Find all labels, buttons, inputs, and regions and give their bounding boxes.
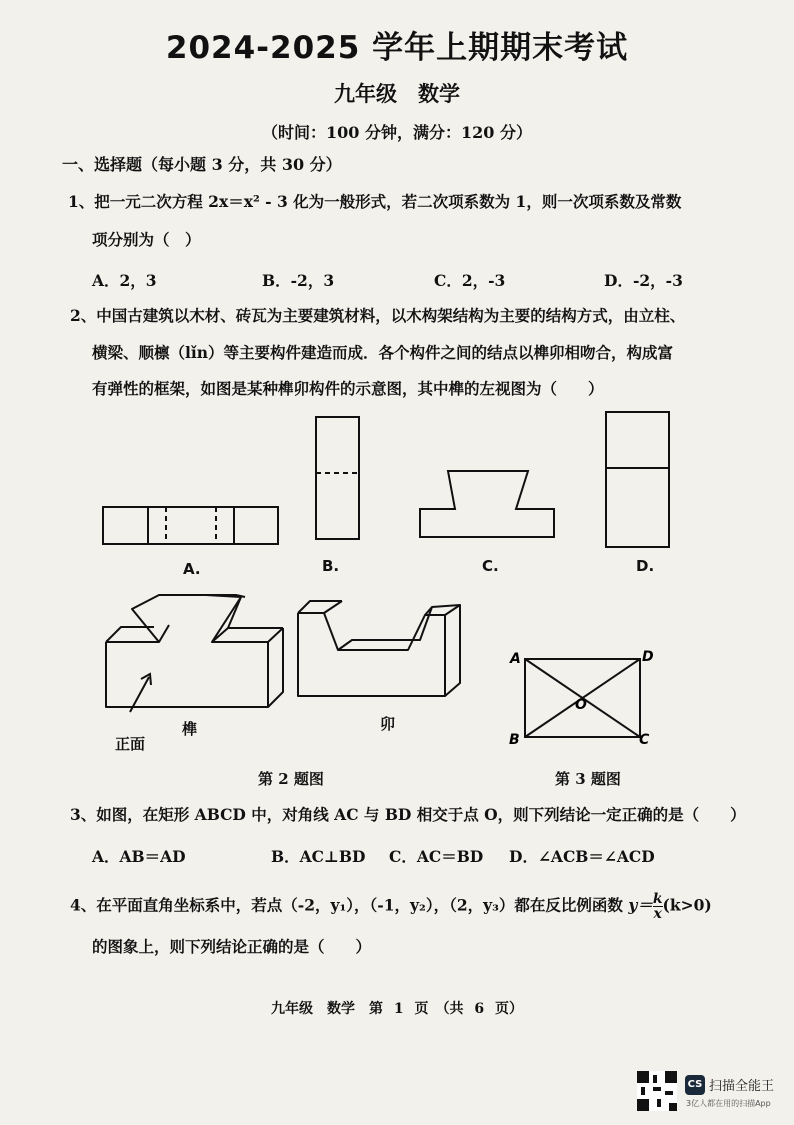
- q1-line1: 1、把一元二次方程 2x＝x² - 3 化为一般形式，若二次项系数为 1，则一次项系数及常数: [68, 192, 682, 211]
- q3-option-c: C．AC＝BD: [389, 847, 484, 866]
- q4-line2: 的图象上，则下列结论正确的是（ ）: [92, 937, 372, 956]
- point-c: C: [639, 732, 650, 748]
- q4-func-num: k: [652, 891, 663, 907]
- point-a: A: [510, 651, 521, 667]
- q4-fraction: [653, 892, 663, 921]
- q4-func-cond: (k>0): [662, 895, 712, 915]
- tenon-3d: [106, 595, 283, 707]
- exam-time-info: （时间：100 分钟，满分：120 分）: [262, 123, 532, 142]
- scanner-slogan: 3亿人都在用的扫描App: [686, 1099, 771, 1108]
- q1-option-c: C．2，-3: [434, 271, 506, 290]
- q4-line1-wrap: [70, 892, 712, 921]
- q2-option-figures: [0, 405, 794, 590]
- q4-func-y: y＝: [628, 895, 653, 915]
- q4-line1: 4、在平面直角坐标系中，若点（-2，y₁），（-1，y₂），（2，y₃）都在反比例函数: [70, 895, 623, 915]
- q3-option-a: A．AB＝AD: [92, 847, 186, 866]
- q1-option-d: D．-2，-3: [604, 271, 683, 290]
- qr-code-icon: [637, 1071, 677, 1111]
- scanner-app-name: 扫描全能王: [709, 1079, 775, 1094]
- q1-line2: 项分别为（ ）: [92, 230, 201, 249]
- exam-title: 2024-2025 学年上期期末考试: [165, 30, 629, 66]
- option-b-figure: [316, 417, 359, 539]
- q2-tenon-mortise-figure: [0, 585, 500, 760]
- q2-line1: 2、中国古建筑以木材、砖瓦为主要建筑材料，以木构架结构为主要的结构方式，由立柱、: [70, 306, 686, 325]
- option-d-figure: [606, 412, 669, 547]
- mortise-3d: [298, 601, 460, 696]
- q3-option-b: B．AC⊥BD: [271, 847, 366, 866]
- q2-option-label-b: B.: [322, 557, 340, 575]
- q4-func-den: x: [653, 906, 662, 922]
- mortise-label: 卯: [380, 715, 396, 733]
- page-footer: 九年级 数学 第 1 页 （共 6 页）: [271, 1001, 523, 1017]
- tenon-label: 榫: [182, 720, 198, 738]
- q1-option-b: B．-2，3: [262, 271, 335, 290]
- cs-logo-icon: CS: [685, 1075, 705, 1095]
- q3-question: 3、如图，在矩形 ABCD 中，对角线 AC 与 BD 相交于点 O，则下列结论一定正确的是（ ）: [70, 805, 746, 824]
- q2-option-label-a: A.: [183, 560, 201, 578]
- q3-option-d: D．∠ACB＝∠ACD: [509, 847, 655, 866]
- q3-caption: 第 3 题图: [555, 770, 621, 788]
- point-d: D: [642, 649, 654, 665]
- q2-caption: 第 2 题图: [258, 770, 324, 788]
- front-label: 正面: [115, 735, 146, 753]
- q3-rectangle-figure: [505, 645, 665, 750]
- q1-option-a: A．2，3: [92, 271, 157, 290]
- q2-option-label-d: D.: [636, 557, 655, 575]
- point-b: B: [509, 732, 520, 748]
- point-o: O: [575, 697, 587, 713]
- q2-line2: 横梁、顺檩（lǐn）等主要构件建造而成．各个构件之间的结点以榫卯相吻合，构成富: [92, 343, 674, 362]
- q2-line3: 有弹性的框架，如图是某种榫卯构件的示意图，其中榫的左视图为（ ）: [92, 379, 604, 398]
- option-c-figure: [420, 471, 554, 537]
- q2-option-label-c: C.: [482, 557, 499, 575]
- exam-subtitle: 九年级 数学: [334, 81, 460, 106]
- section-heading: 一、选择题（每小题 3 分，共 30 分）: [62, 155, 342, 174]
- option-a-figure: [103, 507, 278, 544]
